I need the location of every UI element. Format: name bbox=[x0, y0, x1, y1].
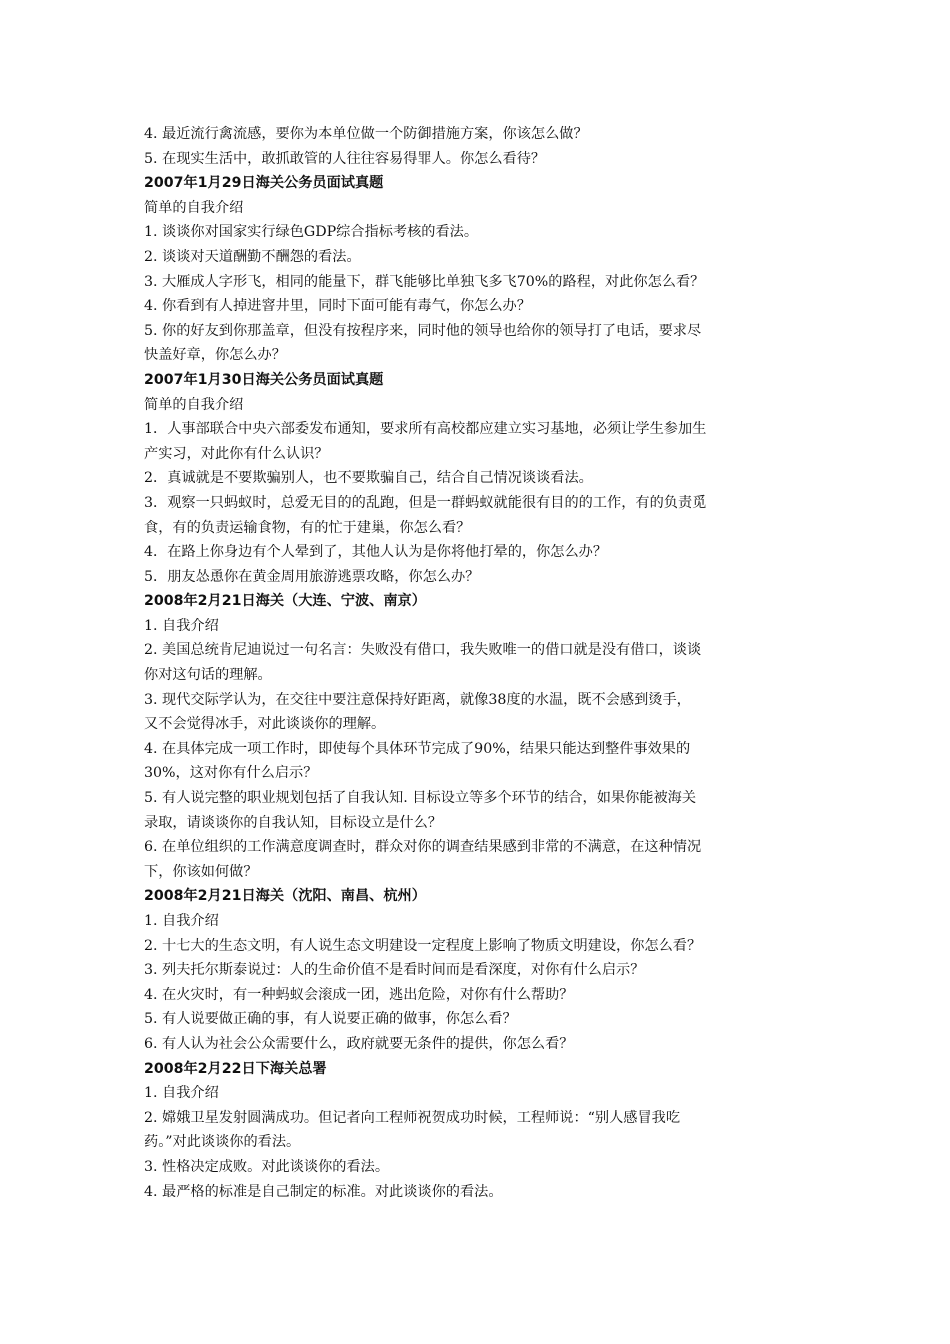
question-line: 4. 最近流行禽流感，要你为本单位做一个防御措施方案，你该怎么做？ bbox=[144, 126, 588, 142]
question-line: 6. 有人认为社会公众需要什么，政府就要无条件的提供，你怎么看？ bbox=[144, 1035, 574, 1052]
question-line: 2．真诚就是不要欺骗别人，也不要欺骗自己，结合自己情况谈谈看法。 bbox=[144, 470, 593, 487]
question-line: 4. 最严格的标准是自己制定的标准。对此谈谈你的看法。 bbox=[144, 1183, 503, 1200]
question-line: 药。”对此谈谈你的看法。 bbox=[144, 1134, 301, 1151]
question-line: 产实习，对此你有什么认识？ bbox=[144, 445, 329, 462]
question-line: 4. 在具体完成一项工作时，即使每个具体环节完成了90%，结果只能达到整件事效果的 bbox=[144, 740, 691, 757]
question-line: 录取，请谈谈你的自我认知，目标设立是什么？ bbox=[144, 814, 442, 831]
question-line: 3．观察一只蚂蚁时，总爱无目的的乱跑，但是一群蚂蚁就能很有目的的工作，有的负责觅 bbox=[144, 494, 707, 511]
question-line: 2. 谈谈对天道酬勤不酬怨的看法。 bbox=[144, 248, 361, 265]
question-line: 3. 现代交际学认为，在交往中要注意保持好距离，就像38度的水温，既不会感到烫手， bbox=[144, 691, 691, 708]
question-line: 你对这句话的理解。 bbox=[144, 667, 272, 684]
question-line: 1. 自我介绍 bbox=[144, 617, 219, 634]
section-heading: 2007年1月30日海关公务员面试真题 bbox=[144, 371, 384, 388]
question-line: 5. 有人说要做正确的事，有人说要正确的做事，你怎么看？ bbox=[144, 1011, 517, 1028]
question-line: 4. 在火灾时，有一种蚂蚁会滚成一团，逃出危险，对你有什么帮助？ bbox=[144, 986, 574, 1003]
question-line: 2. 十七大的生态文明，有人说生态文明建设一定程度上影响了物质文明建设，你怎么看？ bbox=[144, 937, 702, 954]
section-subtitle: 简单的自我介绍 bbox=[144, 396, 244, 413]
question-line: 1．人事部联合中央六部委发布通知，要求所有高校都应建立实习基地，必须让学生参加生 bbox=[144, 421, 707, 438]
question-line: 3. 列夫托尔斯泰说过：人的生命价值不是看时间而是看深度，对你有什么启示？ bbox=[144, 962, 645, 979]
question-line: 30%，这对你有什么启示？ bbox=[144, 765, 318, 782]
section-heading: 2008年2月21日海关（沈阳、南昌、杭州） bbox=[144, 888, 426, 905]
question-line: 1. 自我介绍 bbox=[144, 1085, 219, 1102]
question-line: 2. 美国总统肯尼迪说过一句名言：失败没有借口，我失败唯一的借口就是没有借口，谈谈 bbox=[144, 642, 702, 659]
section-heading: 2007年1月29日海关公务员面试真题 bbox=[144, 175, 384, 192]
document-page bbox=[144, 122, 816, 1204]
section-heading: 2008年2月22日下海关总署 bbox=[144, 1060, 327, 1077]
question-line: 4．在路上你身边有个人晕到了，其他人认为是你将他打晕的，你怎么办？ bbox=[144, 544, 608, 561]
question-line: 食，有的负责运输食物，有的忙于建巢，你怎么看？ bbox=[144, 519, 471, 536]
section-heading: 2008年2月21日海关（大连、宁波、南京） bbox=[144, 593, 426, 610]
section-subtitle: 简单的自我介绍 bbox=[144, 199, 244, 216]
question-line: 5. 你的好友到你那盖章，但没有按程序来，同时他的领导也给你的领导打了电话，要求尽 bbox=[144, 322, 702, 339]
question-line: 3. 性格决定成败。对此谈谈你的看法。 bbox=[144, 1158, 390, 1175]
question-line: 4. 你看到有人掉进窨井里，同时下面可能有毒气，你怎么办？ bbox=[144, 298, 531, 315]
question-line: 5. 有人说完整的职业规划包括了自我认知. 目标设立等多个环节的结合，如果你能被海关 bbox=[144, 790, 697, 807]
question-line: 5．朋友怂恿你在黄金周用旅游逃票攻略，你怎么办？ bbox=[144, 568, 480, 585]
question-line: 又不会觉得冰手，对此谈谈你的理解。 bbox=[144, 716, 386, 733]
question-line: 1. 自我介绍 bbox=[144, 913, 219, 929]
question-line: 1. 谈谈你对国家实行绿色GDP综合指标考核的看法。 bbox=[144, 224, 479, 241]
question-line: 3. 大雁成人字形飞，相同的能量下，群飞能够比单独飞多飞70%的路程，对此你怎么看？ bbox=[144, 273, 705, 290]
question-line: 下，你该如何做？ bbox=[144, 863, 258, 880]
question-line: 2. 嫦娥卫星发射圆满成功。但记者向工程师祝贺成功时候，工程师说：“别人感冒我吃 bbox=[144, 1109, 681, 1126]
question-line: 5. 在现实生活中，敢抓敢管的人往往容易得罪人。你怎么看待？ bbox=[144, 150, 546, 167]
question-line: 快盖好章，你怎么办？ bbox=[144, 347, 286, 364]
question-line: 6. 在单位组织的工作满意度调查时，群众对你的调查结果感到非常的不满意，在这种情况 bbox=[144, 839, 702, 856]
